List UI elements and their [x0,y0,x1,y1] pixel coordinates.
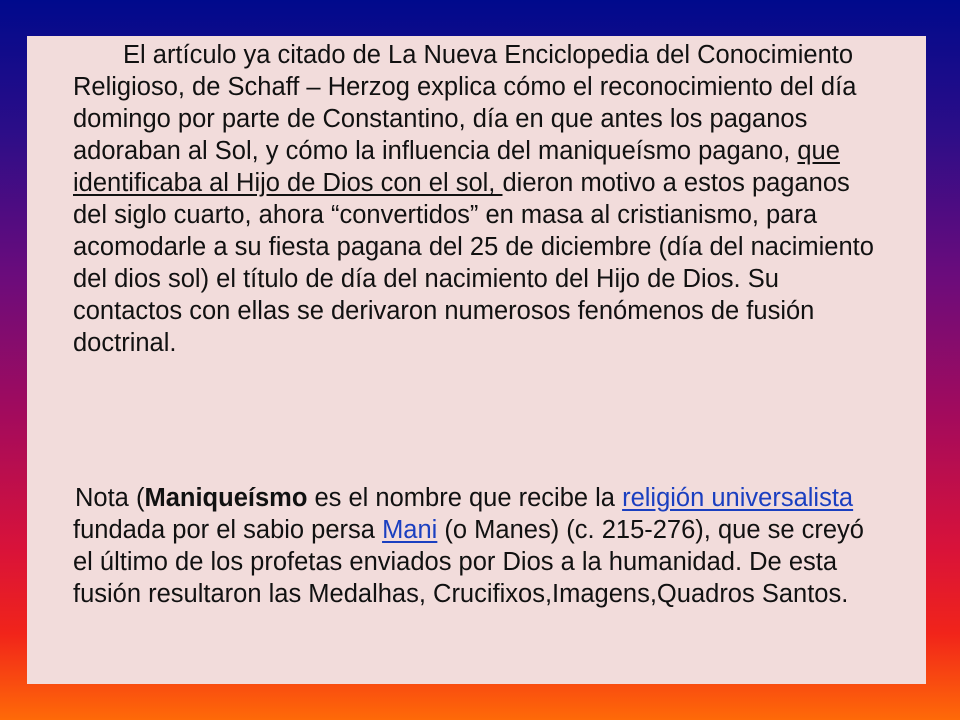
underlined-phrase: que identificaba al Hijo de Dios con el sol, [73,137,840,197]
slide-content-panel [27,36,926,684]
mani-link[interactable]: Mani [382,516,438,544]
note-paragraph [73,482,886,610]
note-text-3: (o Manes) (c. 215-276), que se creyó el último de los profetas enviados por Dios a la humanidad. De esta fusión resultaron las Medalhas, Crucifixos,Imagens,Quadros Santos. [73,516,864,608]
religion-universalista-link[interactable]: religión universalista [622,484,854,512]
note-text-1: es el nombre que recibe la [307,484,623,512]
main-paragraph-text-1: El artículo ya citado de La Nueva Enciclopedia del Conocimiento Religioso, de Schaff – Herzog explica cómo el reconocimiento del día domingo por parte de Constantino, día en que antes los paganos adoraban al Sol, y cómo la influencia del maniqueísmo pagano, [73,41,857,165]
note-lead: Nota ( [75,484,145,512]
main-paragraph-text-2: dieron motivo a estos paganos del siglo cuarto, ahora “convertidos” en masa al cristianismo, para acomodarle a su fiesta pagana del 25 de diciembre (día del nacimiento del dios sol) el título de día del nacimiento del Hijo de Dios. Su contactos con ellas se derivaron numerosos fenómenos de fusión doctrinal. [73,169,874,357]
note-text-2: fundada por el sabio persa [73,516,383,544]
main-paragraph [73,39,886,359]
note-bold-term: Maniqueísmo [144,484,308,512]
